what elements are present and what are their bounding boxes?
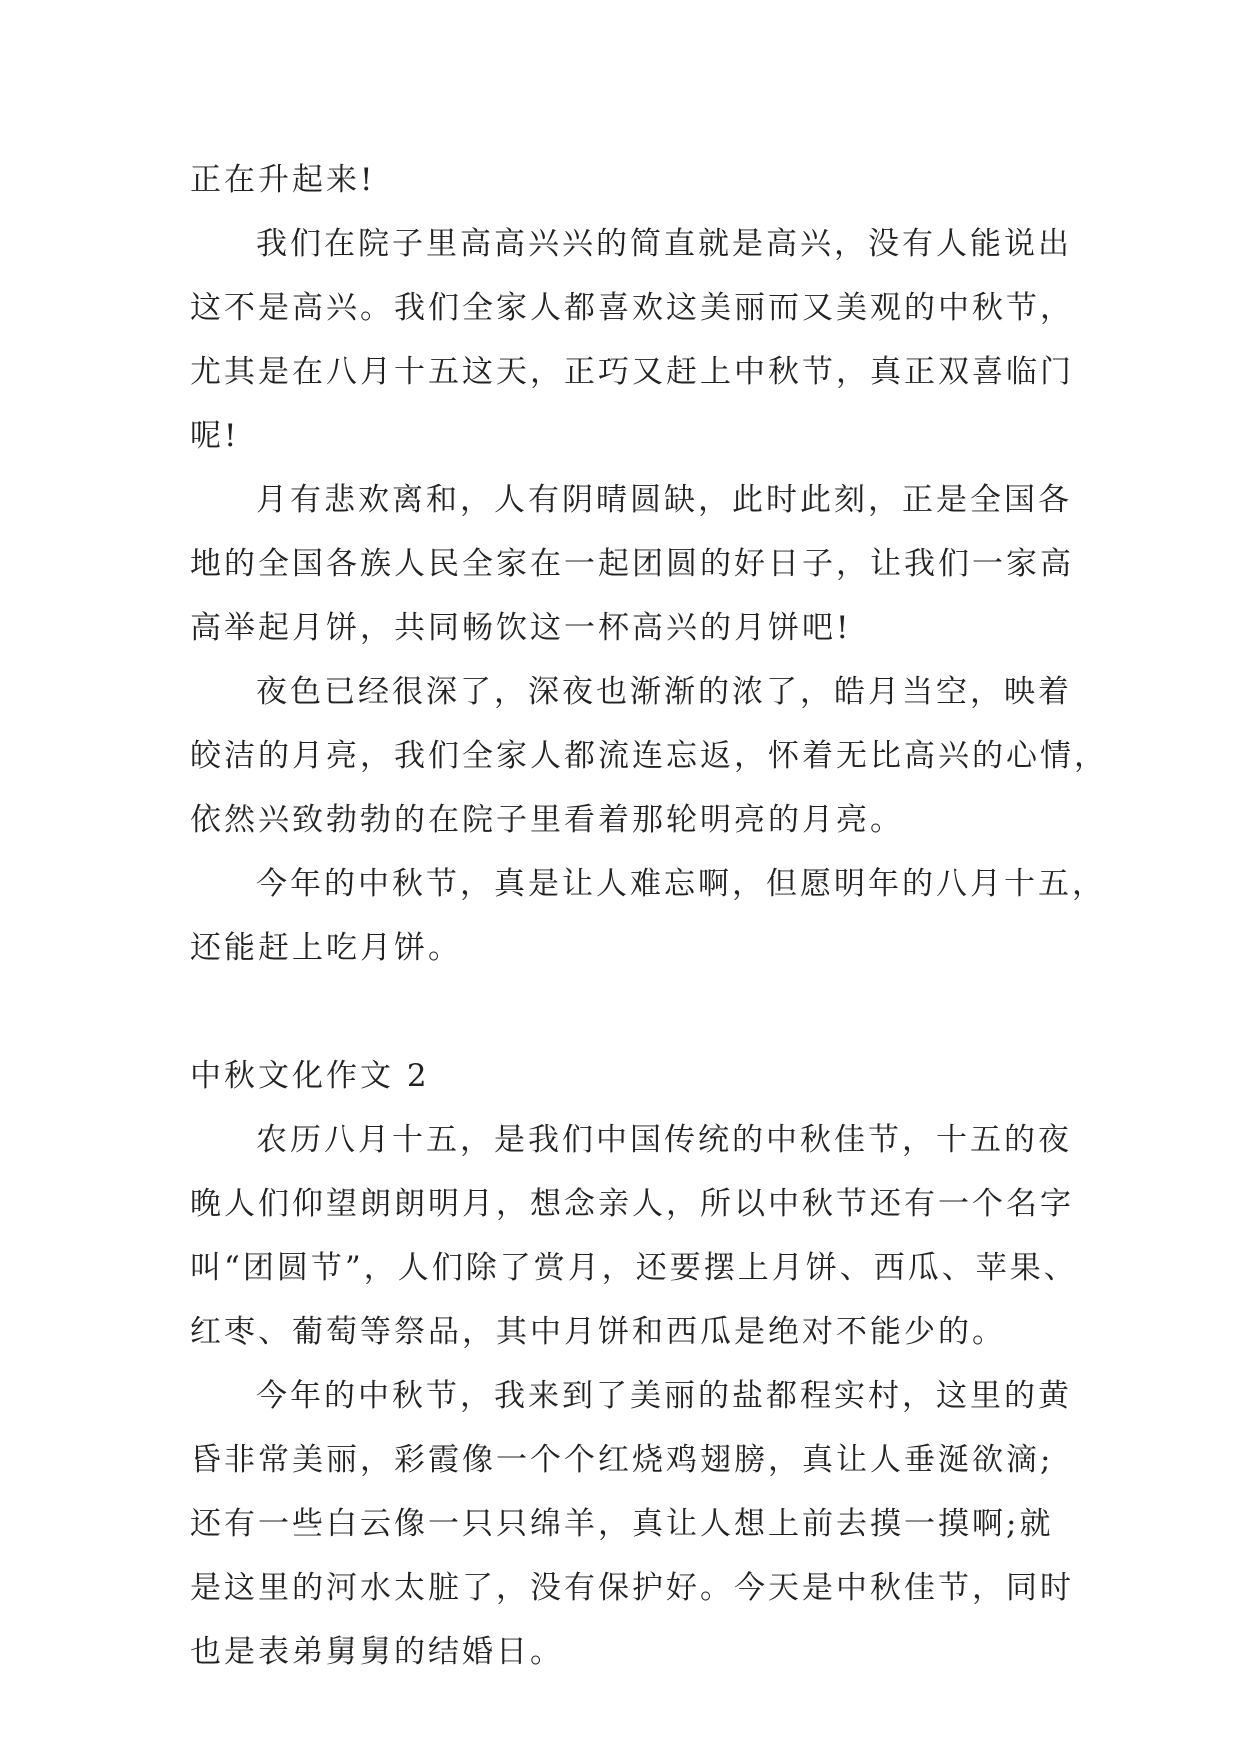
- paragraph-start-line: 今年的中秋节，真是让人难忘啊，但愿明年的八月十五，: [256, 866, 1106, 902]
- text-line: 叫“团圆节”，人们除了赏月，还要摆上月饼、西瓜、苹果、: [190, 1250, 1078, 1286]
- text-line: 依然兴致勃勃的在院子里看着那轮明亮的月亮。: [190, 802, 904, 838]
- text-line: 皎洁的月亮，我们全家人都流连忘返，怀着无比高兴的心情，: [190, 738, 1108, 774]
- paragraph-start-line: 今年的中秋节，我来到了美丽的盐都程实村，这里的黄: [256, 1378, 1072, 1414]
- paragraph-start-line: 我们在院子里高高兴兴的简直就是高兴，没有人能说出: [256, 226, 1072, 262]
- text-line: 昏非常美丽，彩霞像一个个红烧鸡翅膀，真让人垂涎欲滴;: [190, 1442, 1054, 1478]
- text-line: 是这里的河水太脏了，没有保护好。今天是中秋佳节，同时: [190, 1570, 1074, 1606]
- text-line: 正在升起来!: [190, 162, 376, 198]
- paragraph-start-line: 月有悲欢离和，人有阴晴圆缺，此时此刻，正是全国各: [256, 482, 1072, 518]
- text-line: 高举起月饼，共同畅饮这一杯高兴的月饼吧!: [190, 610, 852, 646]
- section-spacer: [190, 980, 1070, 1044]
- text-line: 尤其是在八月十五这天，正巧又赶上中秋节，真正双喜临门: [190, 354, 1074, 390]
- text-line: 还有一些白云像一只只绵羊，真让人想上前去摸一摸啊;就: [190, 1506, 1054, 1542]
- paragraph-start-line: 夜色已经很深了，深夜也渐渐的浓了，皓月当空，映着: [256, 674, 1072, 710]
- text-line: 也是表弟舅舅的结婚日。: [190, 1634, 564, 1670]
- text-line: 红枣、葡萄等祭品，其中月饼和西瓜是绝对不能少的。: [190, 1314, 1006, 1350]
- text-line: 还能赶上吃月饼。: [190, 930, 462, 966]
- text-line: 地的全国各族人民全家在一起团圆的好日子，让我们一家高: [190, 546, 1074, 582]
- essay-body: [190, 148, 1108, 1684]
- text-line: 呢!: [190, 418, 240, 454]
- section-heading: 中秋文化作文 2: [190, 1058, 430, 1094]
- text-line: 晚人们仰望朗朗明月，想念亲人，所以中秋节还有一个名字: [190, 1186, 1074, 1222]
- paragraph-start-line: 农历八月十五，是我们中国传统的中秋佳节，十五的夜: [256, 1122, 1072, 1158]
- text-line: 这不是高兴。我们全家人都喜欢这美丽而又美观的中秋节，: [190, 290, 1074, 326]
